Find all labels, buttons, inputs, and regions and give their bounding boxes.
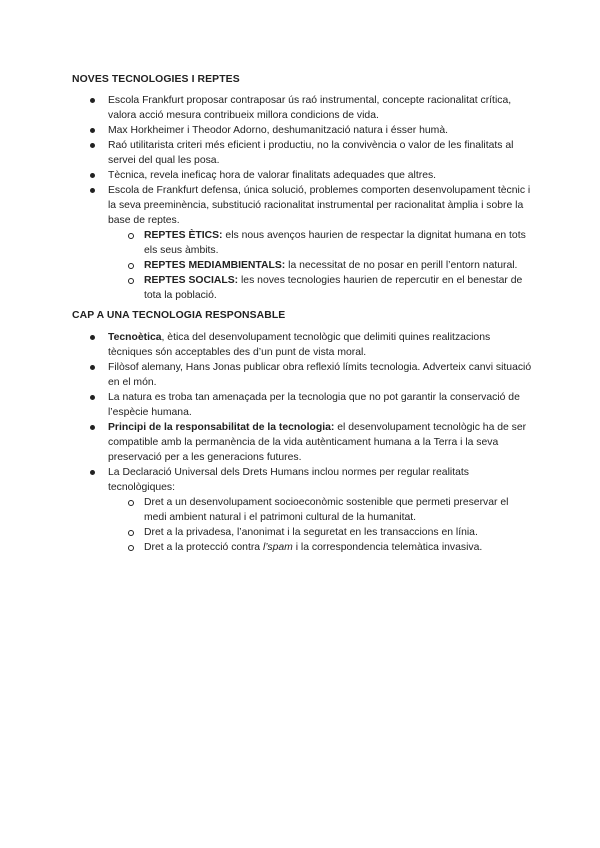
list-item: [72, 168, 532, 183]
sublist-item: [72, 495, 532, 525]
sublist-item: [72, 525, 532, 540]
list-item-label: Tecnoètica: [108, 332, 162, 343]
bullet-icon: [90, 470, 95, 475]
sublist-item-text-italic: l’spam: [262, 542, 293, 553]
sublist-item-text-pre: Dret a la protecció contra: [144, 542, 263, 553]
sublist-item-label: REPTES MEDIAMBIENTALS:: [144, 260, 286, 271]
section-title-tecnologia-responsable: CAP A UNA TECNOLOGIA RESPONSABLE: [72, 310, 286, 321]
list-item: [72, 183, 532, 303]
list-item-text: el desenvolupament tecnològic ha de ser compatible amb la permanència de la vida autènticament humana a la Terra i la seva preservació per a les generacions futures.: [108, 422, 527, 463]
bullet-icon: [90, 335, 95, 340]
section2-list: [72, 330, 532, 555]
list-item-text: La natura es troba tan amenaçada per la tecnologia que no pot garantir la conservació de l’espècie humana.: [108, 392, 520, 418]
bullet-icon: [90, 395, 95, 400]
sublist-item-text: la necessitat de no posar en perill l’entorn natural.: [285, 260, 518, 271]
list-item: [72, 138, 532, 168]
list-item-label: Principi de la responsabilitat de la tecnologia:: [108, 422, 335, 433]
sublist-item-reptes-socials: [72, 273, 532, 303]
bullet-icon: [90, 188, 95, 193]
list-item-text: Tècnica, revela ineficaç hora de valorar finalitats adequades que altres.: [108, 170, 437, 181]
section-title-noves-tecnologies: NOVES TECNOLOGIES I REPTES: [72, 74, 240, 85]
section1-list: [72, 93, 532, 303]
bullet-icon: [90, 365, 95, 370]
list-item: [72, 360, 532, 390]
list-item-text: La Declaració Universal dels Drets Humans inclou normes per regular realitats tecnològiques:: [108, 467, 469, 493]
bullet-icon: [90, 173, 95, 178]
list-item-text: Filòsof alemany, Hans Jonas publicar obra reflexió límits tecnologia. Adverteix canvi situació en el món.: [108, 362, 532, 388]
circle-bullet-icon: [128, 233, 134, 239]
bullet-icon: [90, 98, 95, 103]
list-item-text: Raó utilitarista criteri més eficient i productiu, no la convivència o valor de les finalitats al servei del qual les posa.: [108, 140, 514, 166]
drets-sublist: [108, 495, 532, 555]
bullet-icon: [90, 425, 95, 430]
circle-bullet-icon: [128, 530, 134, 536]
list-item-text: Escola de Frankfurt defensa, única solució, problemes comporten desenvolupament tècnic i la seva preeminència, substitució racionalitat instrumental per racionalitat àmplia i sobre la base de reptes.: [108, 185, 531, 226]
sublist-item-text-post: i la correspondencia telemàtica invasiva.: [292, 542, 483, 553]
bullet-icon: [90, 143, 95, 148]
sublist-item-reptes-etics: [72, 228, 532, 258]
circle-bullet-icon: [128, 545, 134, 551]
circle-bullet-icon: [128, 263, 134, 269]
circle-bullet-icon: [128, 500, 134, 506]
sublist-item-label: REPTES ÈTICS:: [144, 230, 223, 241]
circle-bullet-icon: [128, 278, 134, 284]
sublist-item-text: Dret a la privadesa, l’anonimat i la seguretat en les transaccions en línia.: [144, 527, 478, 538]
list-item: [72, 465, 532, 555]
document-content: [72, 72, 532, 555]
sublist-item-text: els nous avenços haurien de respectar la dignitat humana en tots els seus àmbits.: [144, 230, 526, 256]
reptes-sublist: [108, 228, 532, 303]
list-item-text: Escola Frankfurt proposar contraposar ús raó instrumental, concepte racionalitat crítica, valora acció mesura contribueix millora condicions de vida.: [108, 95, 512, 121]
list-item: [72, 420, 532, 465]
sublist-item-label: REPTES SOCIALS:: [144, 275, 239, 286]
sublist-item-text: les noves tecnologies haurien de repercutir en el benestar de tota la població.: [144, 275, 523, 301]
sublist-item-text: Dret a un desenvolupament socioeconòmic sostenible que permeti preservar el medi ambient natural i el patrimoni cultural de la humanitat.: [144, 497, 509, 523]
list-item: [72, 93, 532, 123]
list-item: [72, 123, 532, 138]
sublist-item-reptes-mediambientals: [72, 258, 532, 273]
list-item-text: Max Horkheimer i Theodor Adorno, deshumanització natura i ésser humà.: [108, 125, 448, 136]
list-item: [72, 330, 532, 360]
list-item: [72, 390, 532, 420]
sublist-item: [72, 540, 532, 555]
list-item-text: , ètica del desenvolupament tecnològic que delimiti quines realitzacions tècniques són acceptables des d’un punt de vista moral.: [108, 332, 491, 358]
bullet-icon: [90, 128, 95, 133]
